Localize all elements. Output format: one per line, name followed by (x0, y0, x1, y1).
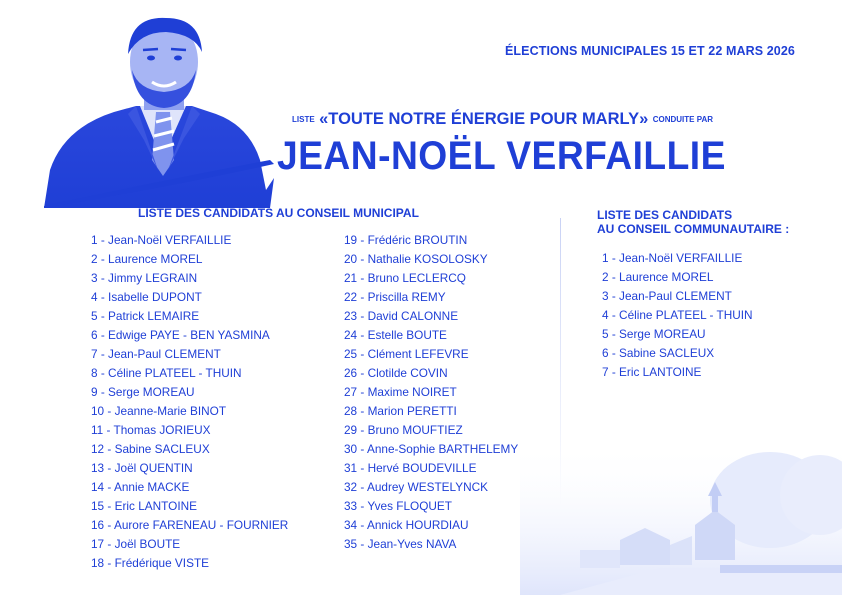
candidate-item: 1 - Jean-Noël VERFAILLIE (91, 233, 232, 247)
candidate-item: 31 - Hervé BOUDEVILLE (344, 461, 477, 475)
candidate-item: 15 - Eric LANTOINE (91, 499, 197, 513)
candidate-item: 3 - Jimmy LEGRAIN (91, 271, 198, 285)
candidate-item: 12 - Sabine SACLEUX (91, 442, 210, 456)
candidate-item: 24 - Estelle BOUTE (344, 328, 447, 342)
candidate-item: 33 - Yves FLOQUET (344, 499, 452, 513)
town-illustration (520, 440, 842, 595)
candidate-item: 6 - Sabine SACLEUX (602, 346, 715, 360)
candidate-item: 2 - Laurence MOREL (602, 270, 714, 284)
candidate-portrait (44, 10, 274, 208)
candidate-item: 14 - Annie MACKE (91, 480, 190, 494)
candidate-item: 5 - Patrick LEMAIRE (91, 309, 200, 323)
candidate-item: 27 - Maxime NOIRET (344, 385, 457, 399)
candidate-item: 5 - Serge MOREAU (602, 327, 706, 341)
community-heading-line1: LISTE DES CANDIDATS (597, 208, 733, 222)
municipal-list-col2 (344, 231, 518, 554)
community-list (602, 249, 753, 382)
candidate-item: 26 - Clotilde COVIN (344, 366, 448, 380)
community-heading (597, 208, 789, 236)
candidate-item: 22 - Priscilla REMY (344, 290, 446, 304)
candidate-item: 16 - Aurore FARENEAU - FOURNIER (91, 518, 289, 532)
community-heading-line2: AU CONSEIL COMMUNAUTAIRE : (597, 222, 790, 236)
candidate-item: 18 - Frédérique VISTE (91, 556, 210, 570)
candidate-item: 13 - Joël QUENTIN (91, 461, 193, 475)
municipal-heading: LISTE DES CANDIDATS AU CONSEIL MUNICIPAL (138, 206, 419, 220)
leader-name: JEAN-NOËL VERFAILLIE (277, 134, 726, 178)
candidate-item: 30 - Anne-Sophie BARTHELEMY (344, 442, 519, 456)
candidate-item: 32 - Audrey WESTELYNCK (344, 480, 489, 494)
candidate-item: 35 - Jean-Yves NAVA (344, 537, 457, 551)
candidate-item: 23 - David CALONNE (344, 309, 459, 323)
list-suffix: CONDUITE PAR (652, 115, 714, 124)
candidate-item: 34 - Annick HOURDIAU (344, 518, 469, 532)
candidate-item: 19 - Frédéric BROUTIN (344, 233, 468, 247)
municipal-list-col1 (91, 231, 288, 573)
candidate-item: 7 - Jean-Paul CLEMENT (91, 347, 221, 361)
candidate-item: 8 - Céline PLATEEL - THUIN (91, 366, 242, 380)
candidate-item: 4 - Isabelle DUPONT (91, 290, 202, 304)
candidate-item: 17 - Joël BOUTE (91, 537, 181, 551)
candidate-item: 6 - Edwige PAYE - BEN YASMINA (91, 328, 270, 342)
candidate-item: 21 - Bruno LECLERCQ (344, 271, 466, 285)
list-title-line (292, 110, 713, 129)
candidate-item: 11 - Thomas JORIEUX (91, 423, 211, 437)
candidate-item: 1 - Jean-Noël VERFAILLIE (602, 251, 743, 265)
list-prefix: LISTE (292, 115, 315, 124)
candidate-item: 10 - Jeanne-Marie BINOT (91, 404, 227, 418)
candidate-item: 2 - Laurence MOREL (91, 252, 203, 266)
candidate-item: 29 - Bruno MOUFTIEZ (344, 423, 463, 437)
candidate-item: 25 - Clément LEFEVRE (344, 347, 469, 361)
election-date: ÉLECTIONS MUNICIPALES 15 ET 22 MARS 2026 (505, 44, 795, 58)
list-name: «TOUTE NOTRE ÉNERGIE POUR MARLY» (319, 110, 649, 128)
candidate-item: 7 - Eric LANTOINE (602, 365, 702, 379)
candidate-item: 3 - Jean-Paul CLEMENT (602, 289, 732, 303)
candidate-item: 20 - Nathalie KOSOLOSKY (344, 252, 488, 266)
candidate-item: 28 - Marion PERETTI (344, 404, 457, 418)
candidate-item: 4 - Céline PLATEEL - THUIN (602, 308, 753, 322)
candidate-item: 9 - Serge MOREAU (91, 385, 195, 399)
